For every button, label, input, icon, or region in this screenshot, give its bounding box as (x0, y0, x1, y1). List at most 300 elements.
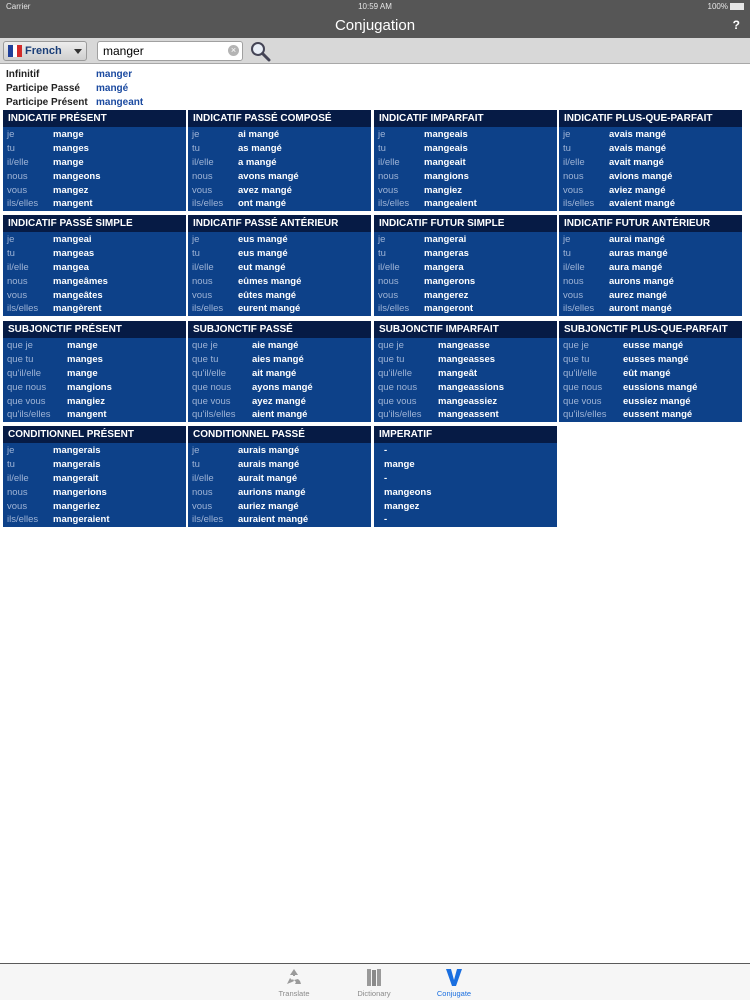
tab-conjugate[interactable] (414, 964, 494, 1000)
verb-form: mange (53, 156, 84, 168)
verb-form: aviez mangé (609, 184, 666, 196)
verb-form: manges (53, 142, 89, 154)
verb-form: avez mangé (238, 184, 292, 196)
verb-form: mangeait (424, 156, 466, 168)
verb-form: avait mangé (609, 156, 664, 168)
pronoun: tu (192, 142, 200, 154)
conjugation-row (3, 444, 186, 458)
info-label: Participe Passé (6, 83, 80, 94)
tense-rows (374, 232, 557, 316)
verb-form: mangeassions (438, 381, 504, 393)
pronoun: tu (563, 142, 571, 154)
conjugation-row (374, 184, 557, 198)
conjugation-row (3, 197, 186, 211)
verb-form: mangerait (53, 472, 99, 484)
conjugation-row (188, 302, 371, 316)
pronoun: nous (192, 170, 213, 182)
pronoun: je (378, 234, 386, 245)
pronoun: il/elle (7, 156, 29, 168)
conjugation-row (188, 197, 371, 211)
info-present-participle (6, 96, 206, 110)
tab-dictionary[interactable] (334, 964, 414, 1000)
verb-form: eus mangé (238, 247, 288, 259)
pronoun: que nous (563, 381, 603, 393)
verb-form: aurais mangé (238, 458, 300, 470)
verb-form: aurait mangé (238, 472, 298, 484)
pronoun: ils/elles (192, 303, 224, 315)
conjugation-row (188, 472, 371, 486)
conjugation-row (188, 170, 371, 184)
pronoun: nous (378, 275, 399, 287)
pronoun: que vous (7, 395, 46, 407)
pronoun: je (192, 445, 200, 456)
verb-form: mange (67, 367, 98, 379)
conjugation-row (3, 142, 186, 156)
verb-form: aura mangé (609, 261, 663, 273)
tense-rows (559, 127, 742, 211)
verb-form: eussent mangé (623, 409, 693, 421)
conjugation-row (188, 128, 371, 142)
tense-title: INDICATIF FUTUR ANTÉRIEUR (559, 215, 742, 232)
conjugation-row (188, 408, 371, 422)
verb-form: mangeais (424, 129, 468, 140)
tense-box (374, 426, 557, 527)
conjugation-row (188, 486, 371, 500)
info-value: manger (96, 69, 133, 80)
pronoun: nous (378, 170, 399, 182)
conjugation-row (3, 128, 186, 142)
conjugation-row (374, 261, 557, 275)
pronoun: je (7, 129, 15, 140)
pronoun: vous (563, 184, 584, 196)
verb-form: mangeraient (53, 514, 110, 526)
tense-title: INDICATIF IMPARFAIT (374, 110, 557, 127)
pronoun: je (563, 234, 571, 245)
pronoun: ils/elles (378, 198, 410, 210)
verb-form: aurons mangé (609, 275, 674, 287)
verb-form: mange (53, 129, 84, 140)
battery-percent: 100% (707, 2, 728, 11)
conjugation-row (3, 367, 186, 381)
conjugation-row (188, 142, 371, 156)
conjugation-row (3, 184, 186, 198)
books-icon (364, 966, 384, 988)
tense-box (374, 215, 557, 316)
pronoun: vous (378, 289, 399, 301)
pronoun: ils/elles (192, 198, 224, 210)
verb-form: mangeasses (438, 353, 496, 365)
tense-rows (3, 232, 186, 316)
tense-box (374, 110, 557, 211)
verb-form: auront mangé (609, 303, 672, 315)
pronoun: il/elle (192, 472, 214, 484)
tense-box (374, 321, 557, 422)
tense-title: IMPERATIF (374, 426, 557, 443)
search-toolbar (0, 38, 750, 64)
conjugation-row (188, 184, 371, 198)
verb-form: - (384, 445, 388, 456)
verb-form: mangeras (424, 247, 469, 259)
tab-label: Dictionary (357, 989, 391, 998)
pronoun: que tu (563, 353, 590, 365)
verb-form: mangeasse (438, 340, 490, 351)
verb-form: eussions mangé (623, 381, 698, 393)
conjugation-row (559, 395, 742, 409)
battery-indicator (708, 2, 744, 11)
tense-box (3, 321, 186, 422)
verb-form: ont mangé (238, 198, 287, 210)
verb-form: mangiez (67, 395, 106, 407)
page-title: Conjugation (334, 17, 416, 34)
tense-box (3, 110, 186, 211)
verb-form: mange (67, 340, 98, 351)
verb-form: mangions (424, 170, 469, 182)
language-label: French (25, 45, 62, 57)
pronoun: qu'il/elle (192, 367, 227, 379)
conjugation-row (188, 444, 371, 458)
verb-form: ait mangé (252, 367, 297, 379)
verb-form: mangeons (53, 170, 101, 182)
verb-form: eus mangé (238, 234, 288, 245)
pronoun: nous (192, 486, 213, 498)
conjugation-row (559, 170, 742, 184)
pronoun: nous (7, 486, 28, 498)
conjugation-row (3, 408, 186, 422)
verb-form: mangeais (424, 142, 468, 154)
verb-form: mangerions (53, 486, 107, 498)
conjugation-row (374, 170, 557, 184)
tense-box (188, 321, 371, 422)
verb-form: mangiez (424, 184, 463, 196)
pronoun: ils/elles (7, 198, 39, 210)
pronoun: nous (563, 170, 584, 182)
status-bar (0, 0, 750, 14)
verb-form: avaient mangé (609, 198, 675, 210)
pronoun: tu (192, 247, 200, 259)
conjugation-row (374, 513, 557, 527)
conjugation-row (3, 275, 186, 289)
conjugation-row (188, 353, 371, 367)
conjugation-row (374, 197, 557, 211)
verb-form: avais mangé (609, 142, 667, 154)
verb-form: eût mangé (623, 367, 671, 379)
conjugation-row (3, 170, 186, 184)
verb-form: eut mangé (238, 261, 286, 273)
conjugation-row (559, 142, 742, 156)
tense-rows (3, 338, 186, 422)
verb-form: mangerez (424, 289, 469, 301)
tense-box (559, 215, 742, 316)
verb-form: mangeâmes (53, 275, 108, 287)
pronoun: il/elle (378, 261, 400, 273)
verb-form: mangeriez (53, 500, 100, 512)
verb-form: mangerai (424, 234, 467, 245)
pronoun: vous (563, 289, 584, 301)
verb-form: aie mangé (252, 340, 299, 351)
conjugation-row (3, 500, 186, 514)
conjugation-row (3, 302, 186, 316)
info-value: mangé (96, 83, 129, 94)
tab-label: Conjugate (436, 989, 472, 998)
conjugation-row (188, 156, 371, 170)
conjugation-row (188, 395, 371, 409)
conjugation-row (374, 302, 557, 316)
pronoun: il/elle (192, 156, 214, 168)
verb-form: mangez (384, 500, 420, 512)
verb-form: mangeât (438, 367, 478, 379)
conjugation-row (3, 381, 186, 395)
tense-title: SUBJONCTIF PASSÉ (188, 321, 371, 338)
verb-form: auriez mangé (238, 500, 299, 512)
pronoun: que je (7, 340, 33, 351)
verb-form: mangeons (384, 486, 432, 498)
pronoun: ils/elles (378, 303, 410, 315)
verb-form: mangera (424, 261, 464, 273)
conjugation-row (559, 289, 742, 303)
conjugation-row (374, 408, 557, 422)
conjugation-row (188, 247, 371, 261)
pronoun: vous (378, 184, 399, 196)
conjugation-row (374, 353, 557, 367)
pronoun: que nous (378, 381, 418, 393)
pronoun: qu'il/elle (563, 367, 598, 379)
pronoun: nous (7, 275, 28, 287)
pronoun: il/elle (563, 261, 585, 273)
pronoun: qu'ils/elles (563, 409, 607, 421)
conjugation-row (188, 261, 371, 275)
pronoun: il/elle (7, 472, 29, 484)
pronoun: que tu (7, 353, 34, 365)
info-infinitive (6, 68, 206, 82)
conjugation-row (374, 367, 557, 381)
verb-form: mangeassent (438, 409, 499, 421)
pronoun: ils/elles (7, 303, 39, 315)
conjugation-row (374, 247, 557, 261)
conjugation-row (374, 339, 557, 353)
tense-title: CONDITIONNEL PRÉSENT (3, 426, 186, 443)
conjugation-row (374, 444, 557, 458)
clear-search-button[interactable]: × (228, 45, 239, 56)
verb-form: mange (384, 458, 415, 470)
conjugation-row (3, 261, 186, 275)
verb-form: mangerais (53, 458, 101, 470)
verb-form: aies mangé (252, 353, 304, 365)
pronoun: vous (192, 500, 213, 512)
pronoun: qu'il/elle (7, 367, 42, 379)
verb-form: eussiez mangé (623, 395, 691, 407)
pronoun: je (7, 234, 15, 245)
pronoun: que nous (192, 381, 232, 393)
verb-form: mangerais (53, 445, 101, 456)
conjugation-row (188, 381, 371, 395)
conjugation-row (188, 513, 371, 527)
pronoun: que vous (192, 395, 231, 407)
conjugation-row (188, 233, 371, 247)
verb-form: - (384, 472, 388, 484)
verb-form: eûtes mangé (238, 289, 297, 301)
verb-form: mangea (53, 261, 89, 273)
conjugation-row (188, 367, 371, 381)
pronoun: ils/elles (563, 198, 595, 210)
tense-box (3, 426, 186, 527)
nav-bar (0, 14, 750, 38)
verb-form: mangeai (53, 234, 92, 245)
verb-form: aurais mangé (238, 445, 300, 456)
conjugation-row (374, 275, 557, 289)
conjugation-row (559, 184, 742, 198)
tense-box (3, 215, 186, 316)
verb-form: as mangé (238, 142, 282, 154)
tense-title: INDICATIF PLUS-QUE-PARFAIT (559, 110, 742, 127)
verb-form: eurent mangé (238, 303, 301, 315)
verb-form: mangeaient (424, 198, 477, 210)
conjugation-row (3, 486, 186, 500)
search-icon[interactable] (249, 40, 271, 62)
verb-form: manges (67, 353, 103, 365)
tense-box (188, 426, 371, 527)
conjugation-row (559, 339, 742, 353)
tense-rows (3, 127, 186, 211)
recycle-icon (284, 966, 304, 988)
conjugation-row (3, 156, 186, 170)
pronoun: que je (378, 340, 404, 351)
tense-rows (188, 127, 371, 211)
verb-form: mangerons (424, 275, 476, 287)
pronoun: vous (192, 289, 213, 301)
conjugation-row (559, 233, 742, 247)
info-value: mangeant (96, 97, 144, 108)
verb-form: avais mangé (609, 129, 667, 140)
conjugation-row (374, 381, 557, 395)
tense-rows (3, 443, 186, 527)
conjugation-row (3, 395, 186, 409)
french-flag-icon (8, 45, 22, 57)
verb-info (6, 68, 206, 110)
language-selector[interactable] (3, 41, 87, 61)
conjugation-row (374, 156, 557, 170)
verb-form: mangeâtes (53, 289, 103, 301)
verb-form: avons mangé (238, 170, 299, 182)
pronoun: qu'ils/elles (378, 409, 422, 421)
verb-form: aurez mangé (609, 289, 668, 301)
conjugation-row (3, 233, 186, 247)
tense-title: INDICATIF FUTUR SIMPLE (374, 215, 557, 232)
conjugation-row (3, 353, 186, 367)
pronoun: nous (192, 275, 213, 287)
tab-bar (0, 964, 750, 1000)
verb-form: mangeront (424, 303, 474, 315)
conjugation-row (559, 247, 742, 261)
verb-form: a mangé (238, 156, 277, 168)
tense-box (559, 321, 742, 422)
verb-form: aurions mangé (238, 486, 306, 498)
search-input[interactable] (97, 41, 243, 61)
conjugation-row (374, 500, 557, 514)
pronoun: que vous (563, 395, 602, 407)
tense-title: SUBJONCTIF PRÉSENT (3, 321, 186, 338)
verb-form: aurai mangé (609, 234, 665, 245)
tense-box (188, 110, 371, 211)
verb-form: mangent (53, 198, 93, 210)
pronoun: que je (192, 340, 218, 351)
tense-rows (188, 443, 371, 527)
tense-rows (188, 338, 371, 422)
pronoun: je (7, 445, 15, 456)
tab-translate[interactable] (254, 964, 334, 1000)
conjugation-row (3, 458, 186, 472)
verb-form: ai mangé (238, 129, 280, 140)
conjugation-row (374, 128, 557, 142)
verb-form: mangèrent (53, 303, 102, 315)
battery-icon (730, 3, 744, 10)
conjugation-row (374, 395, 557, 409)
pronoun: qu'ils/elles (7, 409, 51, 421)
tense-title: CONDITIONNEL PASSÉ (188, 426, 371, 443)
pronoun: ils/elles (192, 514, 224, 526)
tense-title: INDICATIF PASSÉ ANTÉRIEUR (188, 215, 371, 232)
verb-form: mangeassiez (438, 395, 498, 407)
pronoun: tu (378, 247, 386, 259)
conjugation-row (3, 513, 186, 527)
conjugation-row (559, 367, 742, 381)
conjugation-row (188, 339, 371, 353)
tense-rows (188, 232, 371, 316)
verb-form: mangez (53, 184, 89, 196)
pronoun: il/elle (563, 156, 585, 168)
tense-title: SUBJONCTIF IMPARFAIT (374, 321, 557, 338)
clock: 10:59 AM (358, 2, 392, 11)
conjugation-row (3, 472, 186, 486)
conjugation-row (559, 128, 742, 142)
verb-form: ayons mangé (252, 381, 313, 393)
pronoun: tu (378, 142, 386, 154)
verb-form: avions mangé (609, 170, 673, 182)
pronoun: nous (563, 275, 584, 287)
conjugation-row (559, 302, 742, 316)
conjugation-row (374, 472, 557, 486)
v-icon (444, 966, 464, 988)
verb-form: mangent (67, 409, 107, 421)
help-button[interactable]: ? (732, 18, 740, 32)
tense-rows (559, 232, 742, 316)
tense-title: INDICATIF PASSÉ COMPOSÉ (188, 110, 371, 127)
pronoun: que vous (378, 395, 417, 407)
pronoun: vous (7, 184, 28, 196)
verb-form: eûmes mangé (238, 275, 302, 287)
conjugation-row (374, 142, 557, 156)
pronoun: il/elle (192, 261, 214, 273)
pronoun: il/elle (7, 261, 29, 273)
tense-rows (374, 127, 557, 211)
conjugation-row (559, 381, 742, 395)
verb-form: auras mangé (609, 247, 668, 259)
conjugation-row (188, 289, 371, 303)
tense-box (188, 215, 371, 316)
conjugation-row (559, 197, 742, 211)
pronoun: vous (7, 289, 28, 301)
verb-form: eusses mangé (623, 353, 689, 365)
pronoun: que je (563, 340, 589, 351)
tense-title: INDICATIF PASSÉ SIMPLE (3, 215, 186, 232)
pronoun: je (192, 129, 200, 140)
tense-box (559, 110, 742, 211)
conjugation-row (559, 261, 742, 275)
tab-label: Translate (278, 989, 310, 998)
verb-form: aient mangé (252, 409, 308, 421)
pronoun: ils/elles (563, 303, 595, 315)
verb-form: mangions (67, 381, 112, 393)
verb-form: mangeas (53, 247, 95, 259)
